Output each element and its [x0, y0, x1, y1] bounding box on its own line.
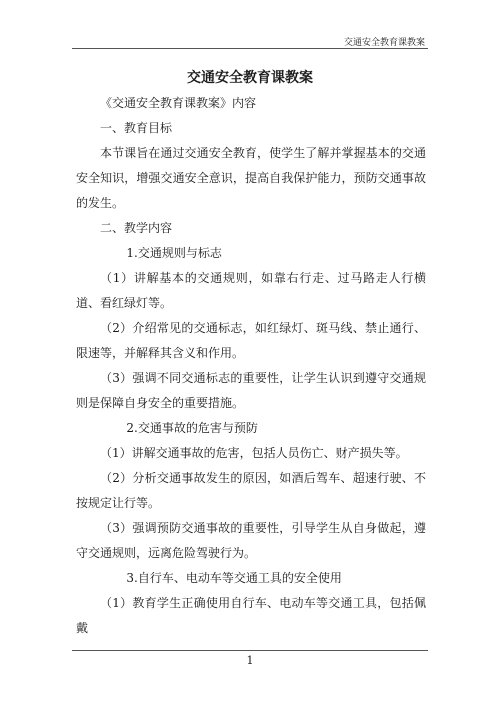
- document-title: 交通安全教育课教案: [187, 70, 313, 86]
- subheading-vehicles: 3.自行车、电动车等交通工具的安全使用: [126, 571, 342, 585]
- section-heading-content: 二、教学内容: [100, 221, 173, 235]
- rules-item-2: （2）介绍常见的交通标志，如红绿灯、斑马线、禁止通行、限速等，并解释其含义和作用。: [76, 321, 426, 360]
- page-number: 1: [246, 654, 254, 667]
- subheading-rules-signs: 1.交通规则与标志: [126, 246, 222, 260]
- accidents-item-2: （2）分析交通事故发生的原因，如酒后驾车、超速行驶、不按规定让行等。: [76, 471, 426, 510]
- accidents-item-3: （3）强调预防交通事故的重要性，引导学生从自身做起，遵守交通规则，远离危险驾驶行为。: [76, 521, 426, 560]
- intro-line: 《交通安全教育课教案》内容: [100, 96, 257, 110]
- running-header: 交通安全教育课教案: [343, 38, 425, 48]
- rules-item-1: （1）讲解基本的交通规则，如靠右行走、过马路走人行横道、看红绿灯等。: [76, 271, 426, 310]
- header-rule: [72, 48, 428, 49]
- subheading-accidents: 2.交通事故的危害与预防: [126, 421, 258, 435]
- section-heading-goals: 一、教育目标: [100, 121, 173, 135]
- vehicles-item-1: （1）教育学生正确使用自行车、电动车等交通工具，包括佩戴: [76, 596, 426, 635]
- rules-item-3: （3）强调不同交通标志的重要性，让学生认识到遵守交通规则是保障自身安全的重要措施。: [76, 371, 426, 410]
- accidents-item-1: （1）讲解交通事故的危害，包括人员伤亡、财产损失等。: [100, 446, 408, 460]
- footer-rule: [72, 650, 428, 651]
- document-body: [76, 91, 426, 641]
- goals-paragraph: 本节课旨在通过交通安全教育，使学生了解并掌握基本的交通安全知识，增强交通安全意识，提高自我保护能力，预防交通事故的发生。: [76, 146, 426, 210]
